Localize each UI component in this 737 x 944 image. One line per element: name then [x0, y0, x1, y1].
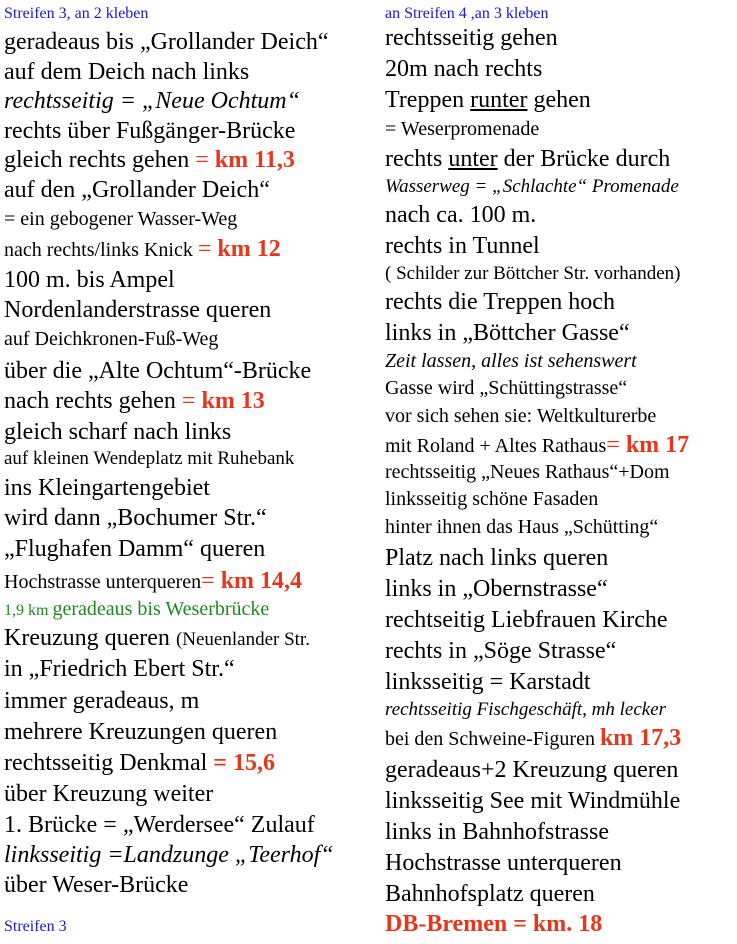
left-line-25-text: rechtsseitig Denkmal [4, 750, 214, 776]
left-line-2: auf dem Deich nach links [4, 59, 250, 85]
right-line-26: geradeaus+2 Kreuzung queren [385, 757, 679, 783]
left-header: Streifen 3, an 2 kleben [4, 5, 149, 22]
right-line-15 [385, 433, 689, 457]
right-line-9: ( Schilder zur Böttcher Str. vorhanden) [385, 263, 681, 284]
left-line-14: gleich scharf nach links [4, 419, 232, 445]
km-marker-12: km 12 [217, 236, 281, 262]
left-line-20-text: geradeaus bis Weserbrücke [52, 598, 270, 620]
right-line-6: Wasserweg = „Schlachte“ Promenade [385, 176, 679, 197]
right-line-22: rechts in „Söge Strasse“ [385, 638, 617, 664]
left-line-28: linksseitig =Landzunge „Teerhof“ [4, 842, 334, 868]
km-marker-13: km 13 [201, 388, 265, 414]
left-line-10: Nordenlanderstrasse queren [4, 297, 272, 323]
left-line-16: ins Kleingartengebiet [4, 475, 210, 501]
right-line-15-text: mit Roland + Altes Rathaus [385, 435, 607, 457]
left-line-8-eq: = [197, 236, 218, 262]
left-line-6: auf den „Grollander Deich“ [4, 177, 270, 203]
left-line-24: mehrere Kreuzungen queren [4, 719, 278, 745]
right-line-8: rechts in Tunnel [385, 233, 540, 259]
km-marker-14-4: km 14,4 [220, 568, 303, 594]
right-line-18: hinter ihnen das Haus „Schütting“ [385, 516, 659, 538]
left-line-22: in „Friedrich Ebert Str.“ [4, 656, 235, 682]
right-line-2: 20m nach rechts [385, 56, 543, 82]
right-line-5 [385, 147, 670, 171]
left-line-4: rechts über Fußgänger-Brücke [4, 118, 296, 144]
left-line-8 [4, 237, 281, 261]
km-marker-17-3: km 17,3 [599, 725, 682, 751]
right-line-17: linksseitig schöne Fasaden [385, 488, 599, 510]
right-line-23: linksseitig = Karstadt [385, 669, 591, 695]
right-line-28: links in Bahnhofstrasse [385, 819, 609, 845]
left-footer: Streifen 3 [4, 918, 67, 935]
right-line-12: Zeit lassen, alles ist sehenswert [385, 350, 637, 372]
left-line-23: immer geradeaus, m [4, 688, 200, 714]
right-line-31-destination: DB-Bremen = km. 18 [385, 911, 603, 937]
left-line-25 [4, 751, 275, 775]
left-line-5-text: gleich rechts gehen [4, 147, 196, 173]
right-line-13: Gasse wird „Schüttingstrasse“ [385, 377, 628, 399]
right-line-5-a: rechts [385, 146, 449, 172]
right-line-1: rechtsseitig gehen [385, 25, 558, 51]
right-line-3 [385, 88, 591, 112]
left-line-17: wird dann „Bochumer Str.“ [4, 505, 267, 531]
left-line-11: auf Deichkronen-Fuß-Weg [4, 328, 219, 350]
left-line-12: über die „Alte Ochtum“-Brücke [4, 358, 312, 384]
km-marker-15-6: = 15,6 [213, 750, 275, 776]
left-line-5 [4, 148, 295, 172]
right-line-25 [385, 726, 681, 750]
left-line-21-small: (Neuenlander Str. [175, 629, 310, 650]
left-line-19-eq: = [201, 568, 221, 594]
right-line-30: Bahnhofsplatz queren [385, 881, 595, 907]
right-line-5-b: der Brücke durch [497, 146, 671, 172]
right-line-20: links in „Obernstrasse“ [385, 576, 608, 602]
right-line-3-b: gehen [527, 87, 591, 113]
right-header: an Streifen 4 ,an 3 kleben [385, 5, 549, 22]
right-line-7: nach ca. 100 m. [385, 202, 537, 228]
km-marker-11-3: km 11,3 [214, 147, 295, 173]
left-line-9: 100 m. bis Ampel [4, 267, 175, 293]
right-line-27: linksseitig See mit Windmühle [385, 788, 681, 814]
left-line-8-text: nach rechts/links Knick [4, 239, 198, 261]
left-line-19 [4, 569, 302, 593]
left-line-18: „Flughafen Damm“ queren [4, 536, 266, 562]
right-line-21: rechtseitig Liebfrauen Kirche [385, 607, 668, 633]
left-line-1: geradeaus bis „Grollander Deich“ [4, 29, 329, 55]
left-line-15: auf kleinen Wendeplatz mit Ruhebank [4, 448, 295, 469]
right-line-24: rechtsseitig Fischgeschäft, mh lecker [385, 699, 667, 720]
left-line-13-text: nach rechts gehen [4, 388, 182, 414]
left-line-13 [4, 389, 265, 413]
right-line-19: Platz nach links queren [385, 545, 609, 571]
right-line-15-eq: = [606, 432, 626, 458]
km-marker-17: km 17 [625, 432, 690, 458]
left-line-20-small: 1,9 km [4, 602, 53, 619]
right-line-10: rechts die Treppen hoch [385, 289, 615, 315]
right-line-14: vor sich sehen sie: Weltkulturerbe [385, 405, 657, 427]
left-line-20 [4, 599, 269, 619]
left-line-21-text: Kreuzung queren [4, 625, 176, 651]
right-line-16: rechtsseitig „Neues Rathaus“+Dom [385, 461, 670, 483]
right-line-3-a: Treppen [385, 87, 471, 113]
right-line-29: Hochstrasse unterqueren [385, 850, 622, 876]
right-line-4: = Weserpromenade [385, 118, 540, 140]
left-line-26: über Kreuzung weiter [4, 781, 214, 807]
left-line-19-text: Hochstrasse unterqueren [4, 571, 202, 593]
right-line-3-underlined: runter [470, 87, 528, 113]
left-line-5-eq: = [195, 147, 215, 173]
left-line-7: = ein gebogener Wasser-Weg [4, 208, 238, 230]
right-line-5-underlined: unter [448, 146, 498, 172]
left-line-27: 1. Brücke = „Werdersee“ Zulauf [4, 812, 315, 838]
left-line-3: rechtsseitig = „Neue Ochtum“ [4, 88, 300, 114]
right-line-25-text: bei den Schweine-Figuren [385, 728, 600, 750]
right-line-11: links in „Böttcher Gasse“ [385, 320, 630, 346]
left-line-29: über Weser-Brücke [4, 872, 189, 898]
left-line-13-eq: = [181, 388, 202, 414]
left-line-21 [4, 626, 310, 650]
